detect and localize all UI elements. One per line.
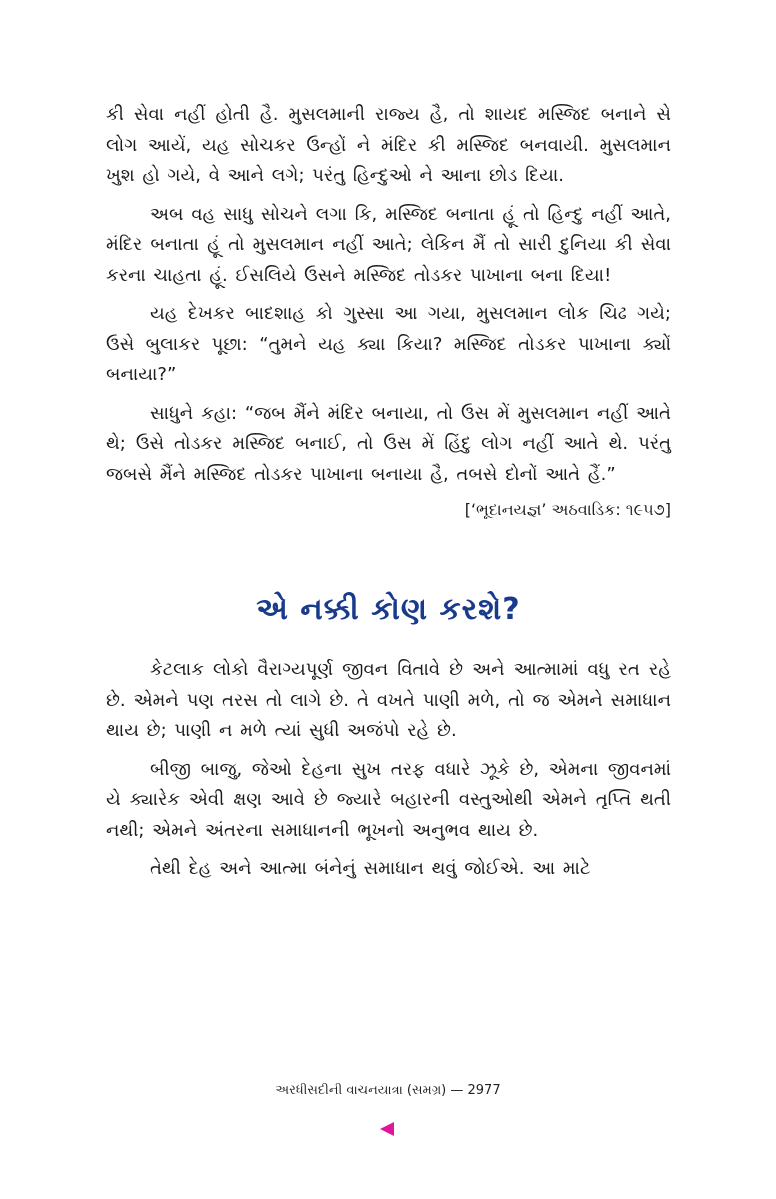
body-paragraph: કી સેવા નહીં હોતી હૈ. મુસલમાની રાજ્ય હૈ, તો શાયદ મસ્જિદ બનાને સે લોગ આયેં, યહ સોચકર ઉન્હોં ને મંદિર કી મસ્જિદ બનવાયી. મુસલમાન ખુશ હો ગયે, વે આને લગે; પરંતુ હિન્દુઓ ને આના છોડ દિયા. [106,104,671,186]
source-citation: [‘ભૂદાનયજ્ઞ’ અઠવાડિક: ૧૯૫૭] [464,500,671,519]
body-paragraph: કેટલાક લોકો વૈરાગ્યપૂર્ણ જીવન વિતાવે છે અને આત્મામાં વધુ રત રહે છે. એમને પણ તરસ તો લાગે છે. તે વખતે પાણી મળે, તો જ એમને સમાધાન થાય છે; પાણી ન મળે ત્યાં સુધી અજંપો રહે છે. [106,659,671,741]
body-paragraph: તેથી દેહ અને આત્મા બંનેનું સમાધાન થવું જોઈએ. આ માટે [150,858,591,879]
page-footer: અરધીસદીની વાચનયાત્રા (સમગ્ર) — 2977 [275,1083,501,1098]
body-paragraph: સાધુને કહા: “જબ મૈંને મંદિર બનાયા, તો ઉસ મેં મુસલમાન નહીં આતે થે; ઉસે તોડકર મસ્જિદ બનાઈ, તો ઉસ મેં હિંદુ લોગ નહીં આતે થે. પરંતુ જબસે મૈંને મસ્જિદ તોડકર પાખાના બનાયા હૈ, તબસે દોનોં આતે હૈં.” [106,402,671,485]
body-paragraph: અબ વહ સાધુ સોચને લગા કિ, મસ્જિદ બનાતા હૂં તો હિન્દુ નહીં આતે, મંદિર બનાતા હૂં તો મુસલમાન નહીં આતે; લેકિન મૈં તો સારી દુનિયા કી સેવા કરના ચાહતા હૂં. ઈસલિયે ઉસને મસ્જિદ તોડકર પાખાના બના દિયા! [106,203,671,286]
body-paragraph: બીજી બાજુ, જેઓ દેહના સુખ તરફ વધારે ઝૂકે છે, એમના જીવનમાં યે ક્યારેક એવી ક્ષણ આવે છે જ્યારે બહારની વસ્તુઓથી એમને તૃપ્તિ થતી નથી; એમને અંતરના સમાધાનની ભૂખનો અનુભવ થાય છે. [106,758,671,841]
page-content [106,100,671,893]
triangle-left-icon [380,1122,394,1136]
body-paragraph: યહ દેખકર બાદશાહ કો ગુસ્સા આ ગયા, મુસલમાન લોક ચિઢ ગયે; ઉસે બુલાકર પૂછા: “તુમને યહ ક્યા કિયા? મસ્જિદ તોડકર પાખાના ક્યોં બનાયા?” [106,303,671,385]
section-heading: એ નક્કી કોણ કરશે? [256,592,521,627]
